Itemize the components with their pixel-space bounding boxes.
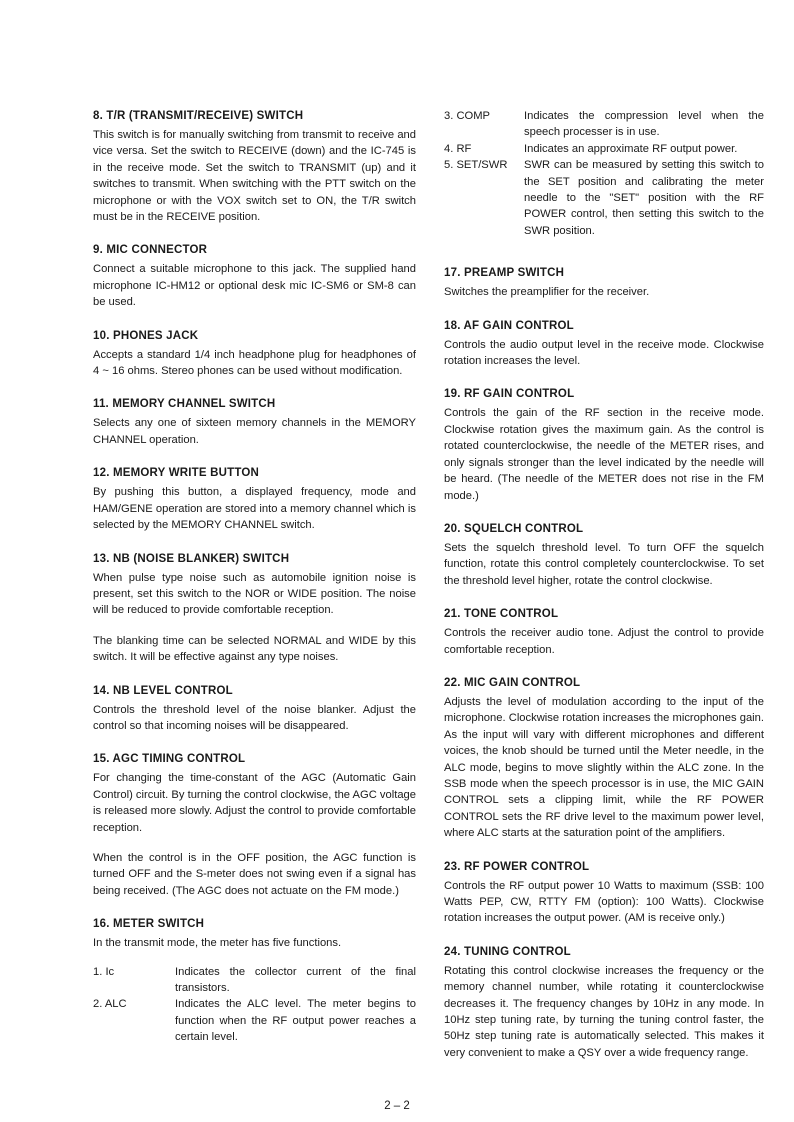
list-item-key: 3. COMP (444, 110, 491, 122)
list-item-key: 2. ALC (93, 998, 127, 1011)
section-tr-switch (93, 108, 416, 225)
list-item-key: 1. Ic (93, 965, 115, 978)
section-memory-channel-switch (93, 396, 416, 448)
section-heading: 11. MEMORY CHANNEL SWITCH (93, 398, 276, 411)
section-squelch-control (444, 521, 764, 589)
section-memory-write-button (93, 465, 416, 533)
section-text: Controls the audio output level in the receive mode. Clockwise rotation increases the level. (444, 338, 764, 368)
section-text: For changing the time-constant of the AGC (Automatic Gain Control) circuit. By turning the control clockwise, the AGC voltage is released more slowly. Adjust the control to provide comfortable reception. (93, 772, 416, 834)
section-rf-power-control (444, 859, 764, 927)
list-item (444, 157, 764, 239)
list-item-value: Indicates the ALC level. The meter begins to function when the RF output power reaches a certain level. (175, 998, 416, 1044)
section-heading: 17. PREAMP SWITCH (444, 267, 565, 280)
section-text: Controls the RF output power 10 Watts to maximum (SSB: 100 Watts PEP, CW, RTTY FM (option): 100 Watts). Clockwise rotation increases the output power. (AM is receive only.) (444, 879, 764, 925)
section-text: Adjusts the level of modulation according to the input of the microphone. Clockwise rotation increases the microphones gain. As the input will vary with different microphones and different voices, the knob should be turned until the Meter needle, in the ALC mode, begins to move slightly within the ALC zone. In the SSB mode when the speech processor is in use, the MIC GAIN CONTROL sets a clipping limit, while the RF POWER CONTROL sets the RF drive level to the maximum power level, where ALC starts at the saturation point of the amplifiers. (444, 695, 764, 840)
section-tone-control (444, 606, 764, 658)
section-nb-switch (93, 551, 416, 666)
section-meter-switch (93, 916, 416, 1045)
list-item-key: 5. SET/SWR (444, 159, 508, 172)
section-heading: 12. MEMORY WRITE BUTTON (93, 467, 260, 480)
section-text: This switch is for manually switching from transmit to receive and vice versa. Set the switch to RECEIVE (down) and the IC-745 is in the receive mode. Set the switch to TRANSMIT (up) and it switches to transmit. When switching with the PTT switch on the microphone or with the VOX switch set to ON, the T/R switch must be in the RECEIVE position. (93, 129, 416, 224)
section-heading: 13. NB (NOISE BLANKER) SWITCH (93, 552, 290, 565)
section-text: The blanking time can be selected NORMAL and WIDE by this switch. It will be effective against any type noises. (93, 634, 416, 664)
list-item (93, 964, 416, 997)
list-item-value: Indicates the collector current of the final transistors. (175, 965, 416, 994)
section-mic-gain-control (444, 675, 764, 842)
section-text: Sets the squelch threshold level. To turn OFF the squelch function, rotate this control completely counterclockwise. To set the threshold level higher, rotate the control clockwise. (444, 541, 764, 587)
section-text: In the transmit mode, the meter has five functions. (93, 937, 342, 950)
section-heading: 9. MIC CONNECTOR (93, 244, 208, 257)
list-item-key: 4. RF (444, 142, 472, 155)
section-text: When pulse type noise such as automobile ignition noise is present, set this switch to the NOR or WIDE position. The noise will be reduced to provide comfortable reception. (93, 571, 416, 617)
section-heading: 19. RF GAIN CONTROL (444, 388, 575, 401)
section-rf-gain-control (444, 386, 764, 503)
list-item-value: Indicates an approximate RF output power. (524, 142, 738, 155)
list-item-value: Indicates the compression level when the speech processer is in use. (524, 110, 764, 139)
section-phones-jack (93, 328, 416, 380)
section-heading: 23. RF POWER CONTROL (444, 860, 590, 873)
section-agc-timing-control (93, 751, 416, 899)
right-column (444, 108, 764, 1078)
section-heading: 18. AF GAIN CONTROL (444, 319, 574, 332)
section-text: Controls the gain of the RF section in the receive mode. Clockwise rotation gives the maximum gain. As the control is rotated counterclockwise, the needle of the METER rises, and only signals stronger than the level indicated by the needle will be heard. (The needle of the METER does not rise in the FM mode.) (444, 407, 764, 502)
left-column (93, 108, 416, 1063)
section-text: Rotating this control clockwise increases the frequency or the memory channel number, while rotating it counterclockwise decreases it. The frequency changes by 10Hz in any mode. In 10Hz step tuning rate, by turning the tuning control faster, the 50Hz step tuning rate is automatically selected. This makes it very convenient to make a QSY over a wide frequency range. (444, 964, 764, 1059)
section-text: Accepts a standard 1/4 inch headphone plug for headphones of 4 ~ 16 ohms. Stereo phones can be used without modification. (93, 348, 416, 378)
section-text: Controls the threshold level of the noise blanker. Adjust the control so that incoming noises will be disappeared. (93, 703, 416, 732)
section-tuning-control (444, 944, 764, 1061)
section-heading: 16. METER SWITCH (93, 918, 205, 931)
section-text: Controls the receiver audio tone. Adjust the control to provide comfortable reception. (444, 627, 764, 656)
page-number: 2 – 2 (384, 1100, 410, 1112)
section-text: By pushing this button, a displayed frequency, mode and HAM/GENE operation are stored into a memory channel which is selected by the MEMORY CHANNEL switch. (93, 486, 416, 532)
section-heading: 20. SQUELCH CONTROL (444, 522, 584, 535)
section-text: Switches the preamplifier for the receiver. (444, 286, 650, 299)
section-mic-connector (93, 242, 416, 310)
section-heading: 22. MIC GAIN CONTROL (444, 676, 581, 689)
section-text: When the control is in the OFF position, the AGC function is turned OFF and the S-meter does not swing even if a signal has being received. (The AGC does not actuate on the FM mode.) (93, 851, 416, 897)
list-item-value: SWR can be measured by setting this switch to the SET position and calibrating the meter needle to the "SET" position with the RF POWER control, then setting this switch to the SWR position. (524, 159, 764, 237)
section-heading: 21. TONE CONTROL (444, 608, 559, 621)
list-item (93, 996, 416, 1045)
section-text: Connect a suitable microphone to this jack. The supplied hand microphone IC-HM12 or optional desk mic IC-SM6 or SM-8 can be used. (93, 263, 416, 309)
section-preamp-switch (444, 265, 764, 300)
section-heading: 14. NB LEVEL CONTROL (93, 684, 233, 697)
list-item (444, 141, 764, 157)
section-nb-level-control (93, 683, 416, 735)
list-item (444, 108, 764, 141)
meter-function-list (93, 964, 416, 1046)
section-af-gain-control (444, 318, 764, 370)
section-heading: 24. TUNING CONTROL (444, 945, 571, 958)
meter-function-list-continued (444, 108, 764, 239)
section-heading: 8. T/R (TRANSMIT/RECEIVE) SWITCH (93, 110, 304, 122)
section-text: Selects any one of sixteen memory channels in the MEMORY CHANNEL operation. (93, 417, 416, 446)
section-heading: 10. PHONES JACK (93, 329, 199, 342)
section-heading: 15. AGC TIMING CONTROL (93, 753, 246, 766)
